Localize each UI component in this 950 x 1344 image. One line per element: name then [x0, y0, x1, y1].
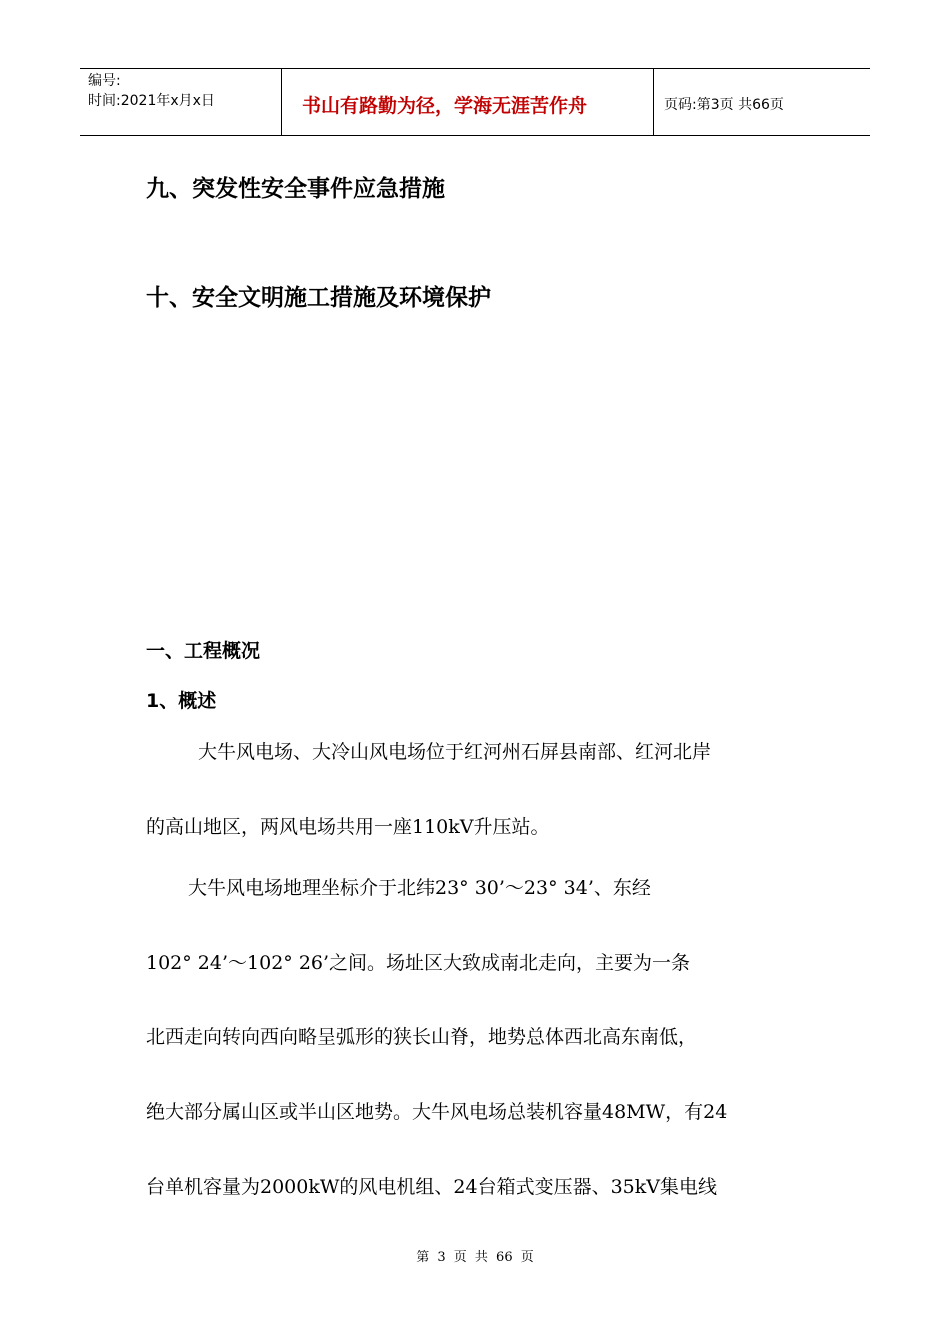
paragraph-line: 大牛风电场、大冷山风电场位于红河州石屏县南部、红河北岸 [198, 741, 712, 763]
header-meta-cell [80, 69, 282, 135]
paragraph-line: 台单机容量为2000kW的风电机组、24台箱式变压器、35kV集电线 [146, 1176, 717, 1198]
paragraph-line: 绝大部分属山区或半山区地势。大牛风电场总装机容量48MW，有24 [146, 1101, 728, 1123]
doc-date-label: 时间:2021年x月x日 [88, 93, 215, 109]
header-motto: 书山有路勤为径，学海无涯苦作舟 [302, 94, 588, 117]
paragraph-line: 北西走向转向西向略呈弧形的狭长山脊，地势总体西北高东南低， [146, 1026, 698, 1048]
heading-emergency-measures: 九、突发性安全事件应急措施 [146, 176, 445, 202]
section-title-project-overview: 一、工程概况 [146, 640, 261, 662]
header-page-info: 页码:第3页 共66页 [664, 97, 784, 113]
paragraph-line: 102° 24’～102° 26’之间。场址区大致成南北走向，主要为一条 [146, 952, 691, 974]
section-subtitle-overview: 1、概述 [146, 690, 217, 712]
heading-safety-environment: 十、安全文明施工措施及环境保护 [146, 285, 491, 311]
paragraph-line: 的高山地区，两风电场共用一座110kV升压站。 [146, 816, 550, 838]
doc-number-label: 编号: [88, 73, 121, 89]
page-footer: 第 3 页 共 66 页 [416, 1250, 534, 1265]
page-header [80, 68, 870, 136]
paragraph-line: 大牛风电场地理坐标介于北纬23° 30’～23° 34’、东经 [188, 877, 651, 899]
header-motto-cell [282, 69, 654, 135]
header-page-cell [654, 69, 870, 135]
